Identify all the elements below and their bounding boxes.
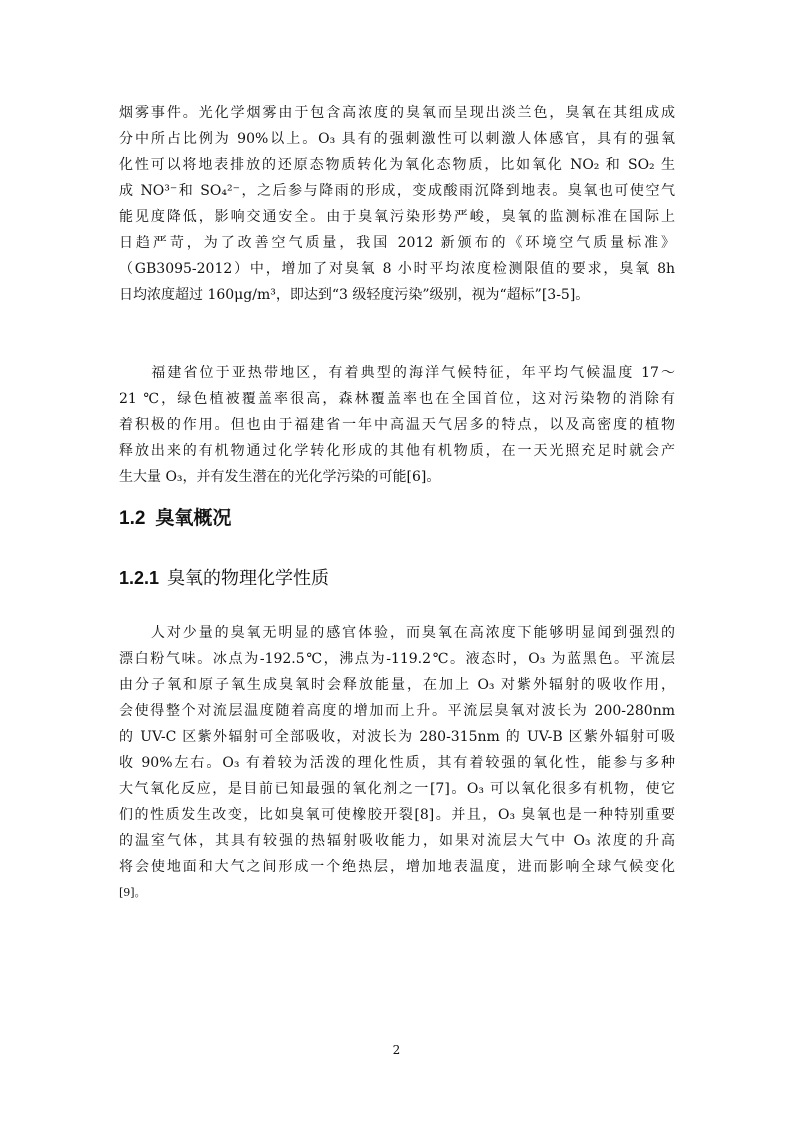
text-line: 释放出来的有机物通过化学转化形成的其他有机物质，在一天光照充足时就会产 [119, 443, 675, 459]
text-line: 大气氧化反应，是目前已知最强的氧化剂之一[7]。O₃ 可以氧化很多有机物，使它 [119, 781, 675, 797]
subsection-heading [119, 566, 329, 591]
text-line: 会使得整个对流层温度随着高度的增加而上升。平流层臭氧对波长为 200-280nm [119, 703, 675, 719]
text-line: 分中所占比例为 90%以上。O₃ 具有的强刺激性可以刺激人体感官，具有的强氧 [119, 131, 675, 147]
section-heading [119, 506, 231, 531]
paragraph-fujian [119, 360, 675, 490]
text-line: 能见度降低，影响交通安全。由于臭氧污染形势严峻，臭氧的监测标准在国际上 [119, 209, 675, 225]
section-number: 1.2 [119, 508, 146, 529]
text-line: 烟雾事件。光化学烟雾由于包含高浓度的臭氧而呈现出淡兰色，臭氧在其组成成 [119, 105, 675, 121]
text-line: 漂白粉气味。冰点为-192.5℃，沸点为-119.2℃。液态时，O₃ 为蓝黑色。平流层 [119, 651, 675, 667]
text-line: 们的性质发生改变，比如臭氧可使橡胶开裂[8]。并且，O₃ 臭氧也是一种特别重要 [119, 807, 675, 823]
section-title: 臭氧概况 [155, 507, 232, 529]
text-line: 成 NO³⁻和 SO₄²⁻，之后参与降雨的形成，变成酸雨沉降到地表。臭氧也可使空气 [119, 183, 675, 199]
text-line: [9]。 [119, 886, 146, 899]
text-line: 21 ℃，绿色植被覆盖率很高，森林覆盖率也在全国首位，这对污染物的消除有 [119, 391, 675, 407]
text-line: （GB3095-2012）中，增加了对臭氧 8 小时平均浓度检测限值的要求，臭氧 8h [119, 261, 675, 277]
text-line: 着积极的作用。但也由于福建省一年中高温天气居多的特点，以及高密度的植物 [119, 417, 675, 433]
text-line: 人对少量的臭氧无明显的感官体验，而臭氧在高浓度下能够明显闻到强烈的 [119, 625, 675, 641]
text-line: 由分子氧和原子氧生成臭氧时会释放能量，在加上 O₃ 对紫外辐射的吸收作用， [119, 677, 675, 693]
page-number: 2 [392, 1043, 401, 1057]
text-line: 收 90%左右。O₃ 有着较为活泼的理化性质，其有着较强的氧化性，能参与多种 [119, 755, 675, 771]
subsection-title: 臭氧的物理化学性质 [167, 568, 330, 589]
text-line: 的温室气体，其具有较强的热辐射吸收能力，如果对流层大气中 O₃ 浓度的升高 [119, 833, 675, 849]
paragraph-smog [119, 100, 675, 308]
text-line: 生大量 O₃，并有发生潜在的光化学污染的可能[6]。 [119, 469, 441, 485]
text-line: 日均浓度超过 160μg/m³，即达到“3 级轻度污染”级别，视为“超标”[3-5]。 [119, 287, 590, 303]
text-line: 日趋严苛，为了改善空气质量，我国 2012 新颁布的《环境空气质量标准》 [119, 235, 675, 251]
text-line: 将会使地面和大气之间形成一个绝热层，增加地表温度，进而影响全球气候变化 [119, 859, 675, 875]
text-line: 的 UV-C 区紫外辐射可全部吸收，对波长为 280-315nm 的 UV-B 区紫外辐射可吸 [119, 729, 675, 745]
paragraph-ozone-properties [119, 620, 675, 906]
text-line: 福建省位于亚热带地区，有着典型的海洋气候特征，年平均气候温度 17～ [119, 365, 675, 381]
text-line: 化性可以将地表排放的还原态物质转化为氧化态物质，比如氧化 NO₂ 和 SO₂ 生 [119, 157, 675, 173]
subsection-number: 1.2.1 [119, 568, 160, 588]
